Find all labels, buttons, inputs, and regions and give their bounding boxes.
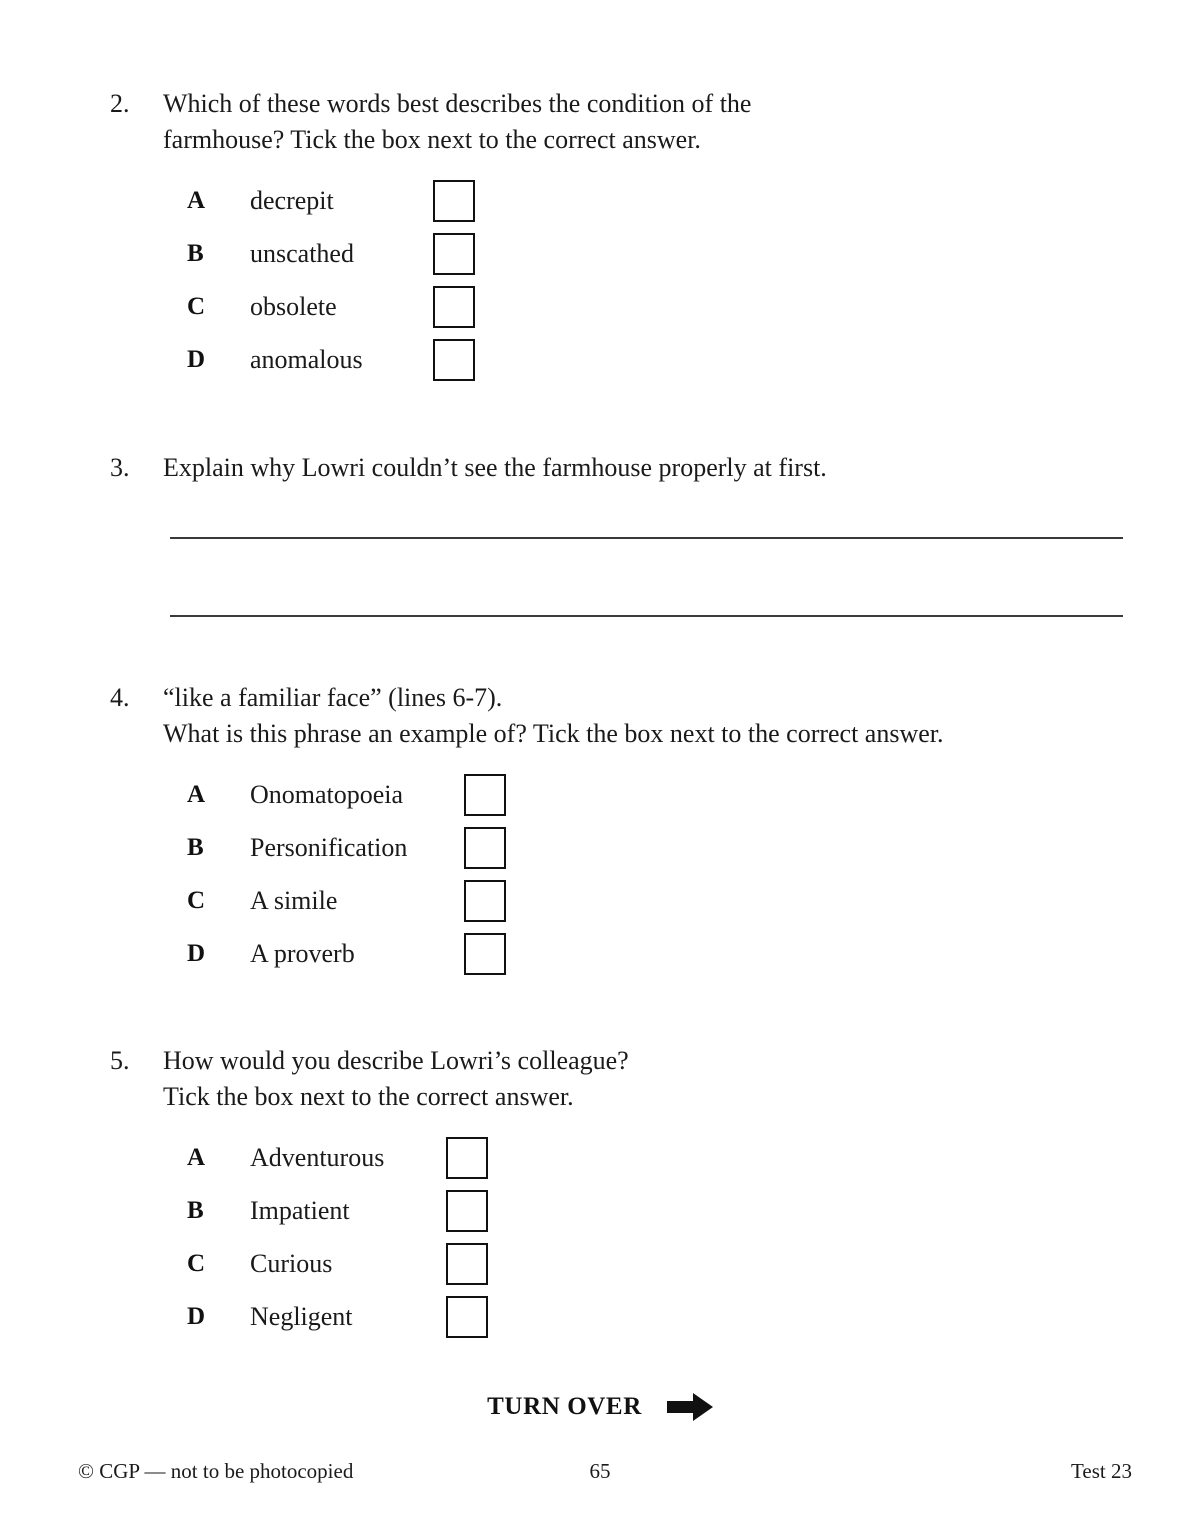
option-row[interactable]: [0, 333, 1200, 386]
question-2: [0, 86, 1200, 386]
option-letter: D: [187, 1302, 206, 1330]
question-3-number: 3.: [110, 453, 130, 482]
right-arrow-icon: [667, 1392, 713, 1422]
option-letter: B: [187, 1196, 204, 1224]
option-row[interactable]: [0, 227, 1200, 280]
option-row[interactable]: [0, 768, 1200, 821]
question-3-text: [163, 450, 1200, 486]
answer-checkbox[interactable]: [446, 1137, 488, 1179]
question-5-number: 5.: [110, 1046, 130, 1075]
option-letter: A: [187, 186, 206, 214]
turn-over-label: TURN OVER: [487, 1393, 642, 1420]
answer-checkbox[interactable]: [433, 339, 475, 381]
question-3: [0, 450, 1200, 486]
option-label: obsolete: [250, 291, 337, 321]
option-letter: A: [187, 1143, 206, 1171]
question-5-text: [163, 1043, 1200, 1115]
option-label: Impatient: [250, 1195, 350, 1225]
question-2-text-line1: Which of these words best describes the condition of the: [163, 89, 752, 118]
question-3-text-line1: Explain why Lowri couldn’t see the farmhouse properly at first.: [163, 453, 827, 482]
answer-checkbox[interactable]: [464, 880, 506, 922]
answer-line[interactable]: [170, 537, 1123, 539]
option-label: unscathed: [250, 238, 354, 268]
question-4-heading: [0, 680, 1200, 752]
page-footer: [0, 1459, 1200, 1487]
option-label: Negligent: [250, 1301, 353, 1331]
option-letter: C: [187, 1249, 206, 1277]
option-row[interactable]: [0, 821, 1200, 874]
answer-line[interactable]: [170, 615, 1123, 617]
option-label: A proverb: [250, 938, 355, 968]
option-label: Curious: [250, 1248, 333, 1278]
option-letter: D: [187, 345, 206, 373]
question-2-text: [163, 86, 1200, 158]
answer-checkbox[interactable]: [446, 1243, 488, 1285]
option-letter: D: [187, 939, 206, 967]
question-4: [0, 680, 1200, 980]
answer-checkbox[interactable]: [464, 933, 506, 975]
answer-checkbox[interactable]: [446, 1190, 488, 1232]
option-row[interactable]: [0, 874, 1200, 927]
option-row[interactable]: [0, 1237, 1200, 1290]
option-label: Adventurous: [250, 1142, 385, 1172]
question-3-answer-lines: [170, 537, 1123, 693]
option-label: Onomatopoeia: [250, 779, 404, 809]
footer-copyright: © CGP — not to be photocopied: [78, 1459, 354, 1483]
question-5: [0, 1043, 1200, 1343]
question-4-text-line2: What is this phrase an example of? Tick the box next to the correct answer.: [163, 719, 944, 748]
answer-checkbox[interactable]: [464, 774, 506, 816]
option-letter: C: [187, 292, 206, 320]
question-4-text: [163, 680, 1200, 752]
answer-checkbox[interactable]: [433, 286, 475, 328]
option-row[interactable]: [0, 174, 1200, 227]
option-row[interactable]: [0, 927, 1200, 980]
option-label: Personification: [250, 832, 408, 862]
question-5-heading: [0, 1043, 1200, 1115]
option-label: anomalous: [250, 344, 363, 374]
question-2-heading: [0, 86, 1200, 158]
question-4-options: [0, 768, 1200, 980]
question-5-options: [0, 1131, 1200, 1343]
option-letter: B: [187, 239, 204, 267]
question-5-text-line2: Tick the box next to the correct answer.: [163, 1082, 574, 1111]
answer-checkbox[interactable]: [433, 233, 475, 275]
question-2-number: 2.: [110, 89, 130, 118]
option-letter: B: [187, 833, 204, 861]
option-letter: A: [187, 780, 206, 808]
option-row[interactable]: [0, 280, 1200, 333]
answer-checkbox[interactable]: [433, 180, 475, 222]
answer-checkbox[interactable]: [446, 1296, 488, 1338]
option-row[interactable]: [0, 1131, 1200, 1184]
question-5-text-line1: How would you describe Lowri’s colleague?: [163, 1046, 629, 1075]
option-row[interactable]: [0, 1290, 1200, 1343]
question-3-heading: [0, 450, 1200, 486]
option-label: A simile: [250, 885, 338, 915]
question-4-text-line1: “like a familiar face” (lines 6-7).: [163, 683, 503, 712]
option-label: decrepit: [250, 185, 334, 215]
footer-test-label: Test 23: [1071, 1459, 1132, 1483]
question-2-options: [0, 174, 1200, 386]
answer-checkbox[interactable]: [464, 827, 506, 869]
question-4-number: 4.: [110, 683, 130, 712]
footer-page-number: 65: [589, 1459, 611, 1483]
option-letter: C: [187, 886, 206, 914]
question-2-text-line2: farmhouse? Tick the box next to the correct answer.: [163, 125, 701, 154]
turn-over-notice: [0, 1392, 1200, 1422]
option-row[interactable]: [0, 1184, 1200, 1237]
